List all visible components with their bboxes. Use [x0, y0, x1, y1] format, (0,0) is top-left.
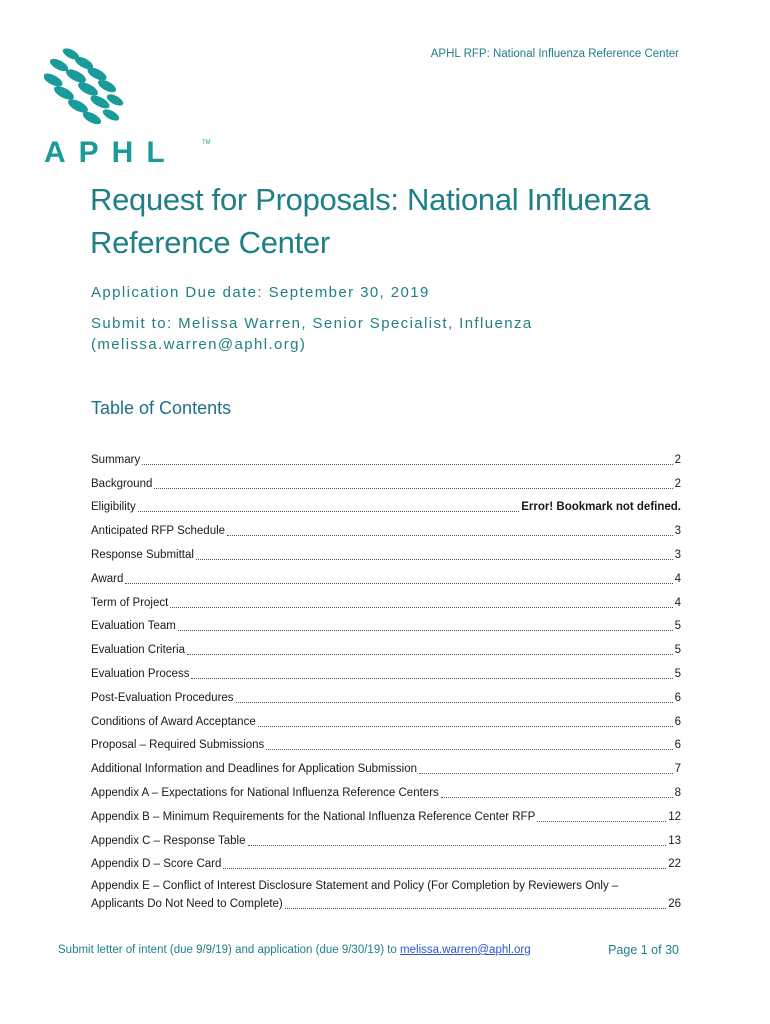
toc-entry-summary[interactable] [91, 445, 681, 469]
toc-entry-page: 6 [674, 691, 681, 704]
toc-entry-appendix-c[interactable] [91, 826, 681, 850]
toc-entry-page: 2 [674, 477, 681, 490]
toc-entry-page: 5 [674, 620, 681, 633]
toc-entry-appendix-d[interactable] [91, 850, 681, 874]
toc-entry-award[interactable] [91, 564, 681, 588]
toc-leader [125, 583, 672, 584]
toc-entry-label: Evaluation Process [91, 667, 190, 680]
aphl-logo [44, 48, 214, 170]
toc-entry-label: Anticipated RFP Schedule [91, 525, 226, 538]
toc-leader [187, 654, 673, 655]
footer-note [58, 944, 531, 956]
toc-leader [537, 821, 666, 822]
toc-entry-label: Conditions of Award Acceptance [91, 715, 256, 728]
toc-entry-page: 6 [674, 739, 681, 752]
toc-entry-page: 4 [674, 572, 681, 585]
toc-entry-page: 12 [668, 810, 681, 823]
toc-leader [236, 702, 673, 703]
toc-entry-evaluation-team[interactable] [91, 612, 681, 636]
toc-leader [138, 511, 520, 512]
toc-entry-label-line1: Appendix E – Conflict of Interest Disclosure Statement and Policy (For Completion by Reviewers Only – [91, 880, 619, 893]
toc-entry-page: 6 [674, 715, 681, 728]
toc-leader [285, 908, 666, 909]
toc-entry-page: 7 [674, 763, 681, 776]
toc-entry-label: Eligibility [91, 501, 136, 514]
toc-entry-label: Post-Evaluation Procedures [91, 691, 234, 704]
toc-entry-page: 2 [674, 453, 681, 466]
toc-entry-appendix-b[interactable] [91, 802, 681, 826]
toc-entry-anticipated-rfp-schedule[interactable] [91, 516, 681, 540]
toc-entry-label: Background [91, 477, 153, 490]
footer-text: Submit letter of intent (due 9/9/19) and application (due 9/30/19) to [58, 944, 397, 956]
toc-heading: Table of Contents [91, 398, 232, 418]
toc-entry-page: 3 [674, 548, 681, 561]
svg-text:APHL: APHL [44, 136, 178, 169]
toc-entry-label: Additional Information and Deadlines for Application Submission [91, 763, 418, 776]
toc-entry-label: Appendix A – Expectations for National Influenza Reference Centers [91, 786, 439, 799]
toc-entry-page: 4 [674, 596, 681, 609]
toc-entry-response-submittal[interactable] [91, 540, 681, 564]
toc-leader [191, 678, 672, 679]
submit-to: Submit to: Melissa Warren, Senior Specialist, Influenza (melissa.warren@aphl.org) [91, 315, 533, 353]
svg-text:TM: TM [202, 140, 211, 146]
toc-leader [142, 464, 672, 465]
toc-entry-page: 22 [668, 858, 681, 871]
toc-entry-label: Summary [91, 453, 141, 466]
toc-entry-conditions-of-award[interactable] [91, 707, 681, 731]
toc-entry-additional-information[interactable] [91, 754, 681, 778]
toc-leader [154, 488, 672, 489]
toc-entry-page: Error! Bookmark not defined. [521, 501, 681, 514]
toc-entry-label: Evaluation Criteria [91, 644, 185, 657]
toc-leader [227, 535, 673, 536]
toc-entry-line2 [91, 895, 681, 913]
toc-entry-label: Appendix D – Score Card [91, 858, 222, 871]
toc-leader [441, 797, 673, 798]
toc-entry-page: 8 [674, 786, 681, 799]
toc-leader [178, 630, 673, 631]
toc-entry-label: Appendix B – Minimum Requirements for the National Influenza Reference Center RFP [91, 810, 536, 823]
toc-entry-page: 3 [674, 525, 681, 538]
toc-leader [170, 607, 672, 608]
toc-leader [223, 868, 666, 869]
toc-entry-background[interactable] [91, 469, 681, 493]
toc-entry-label: Award [91, 572, 124, 585]
table-of-contents [91, 445, 681, 913]
toc-entry-label: Appendix C – Response Table [91, 834, 246, 847]
toc-entry-page: 5 [674, 644, 681, 657]
document-title: Request for Proposals: National Influenza Reference Center [90, 182, 650, 260]
page-number: Page 1 of 30 [608, 943, 679, 957]
toc-entry-page: 26 [668, 898, 681, 911]
toc-leader [248, 845, 667, 846]
toc-entry-page: 13 [668, 834, 681, 847]
footer-email-link[interactable]: melissa.warren@aphl.org [400, 944, 531, 956]
toc-entry-evaluation-process[interactable] [91, 659, 681, 683]
toc-entry-label: Response Submittal [91, 548, 194, 561]
toc-entry-label: Proposal – Required Submissions [91, 739, 265, 752]
toc-leader [419, 773, 673, 774]
toc-entry-evaluation-criteria[interactable] [91, 635, 681, 659]
toc-leader [266, 749, 672, 750]
toc-leader [196, 559, 673, 560]
toc-entry-post-evaluation-procedures[interactable] [91, 683, 681, 707]
toc-entry-term-of-project[interactable] [91, 588, 681, 612]
toc-leader [258, 726, 673, 727]
toc-entry-page: 5 [674, 667, 681, 680]
toc-entry-eligibility[interactable] [91, 493, 681, 517]
toc-entry-label: Evaluation Team [91, 620, 176, 633]
toc-entry-label-line2: Applicants Do Not Need to Complete) [91, 898, 283, 911]
due-date: Application Due date: September 30, 2019 [91, 284, 430, 301]
toc-entry-appendix-a[interactable] [91, 778, 681, 802]
toc-entry-appendix-e[interactable] [91, 877, 681, 913]
toc-entry-label: Term of Project [91, 596, 169, 609]
toc-entry-required-submissions[interactable] [91, 731, 681, 755]
running-header: APHL RFP: National Influenza Reference Center [430, 48, 679, 60]
